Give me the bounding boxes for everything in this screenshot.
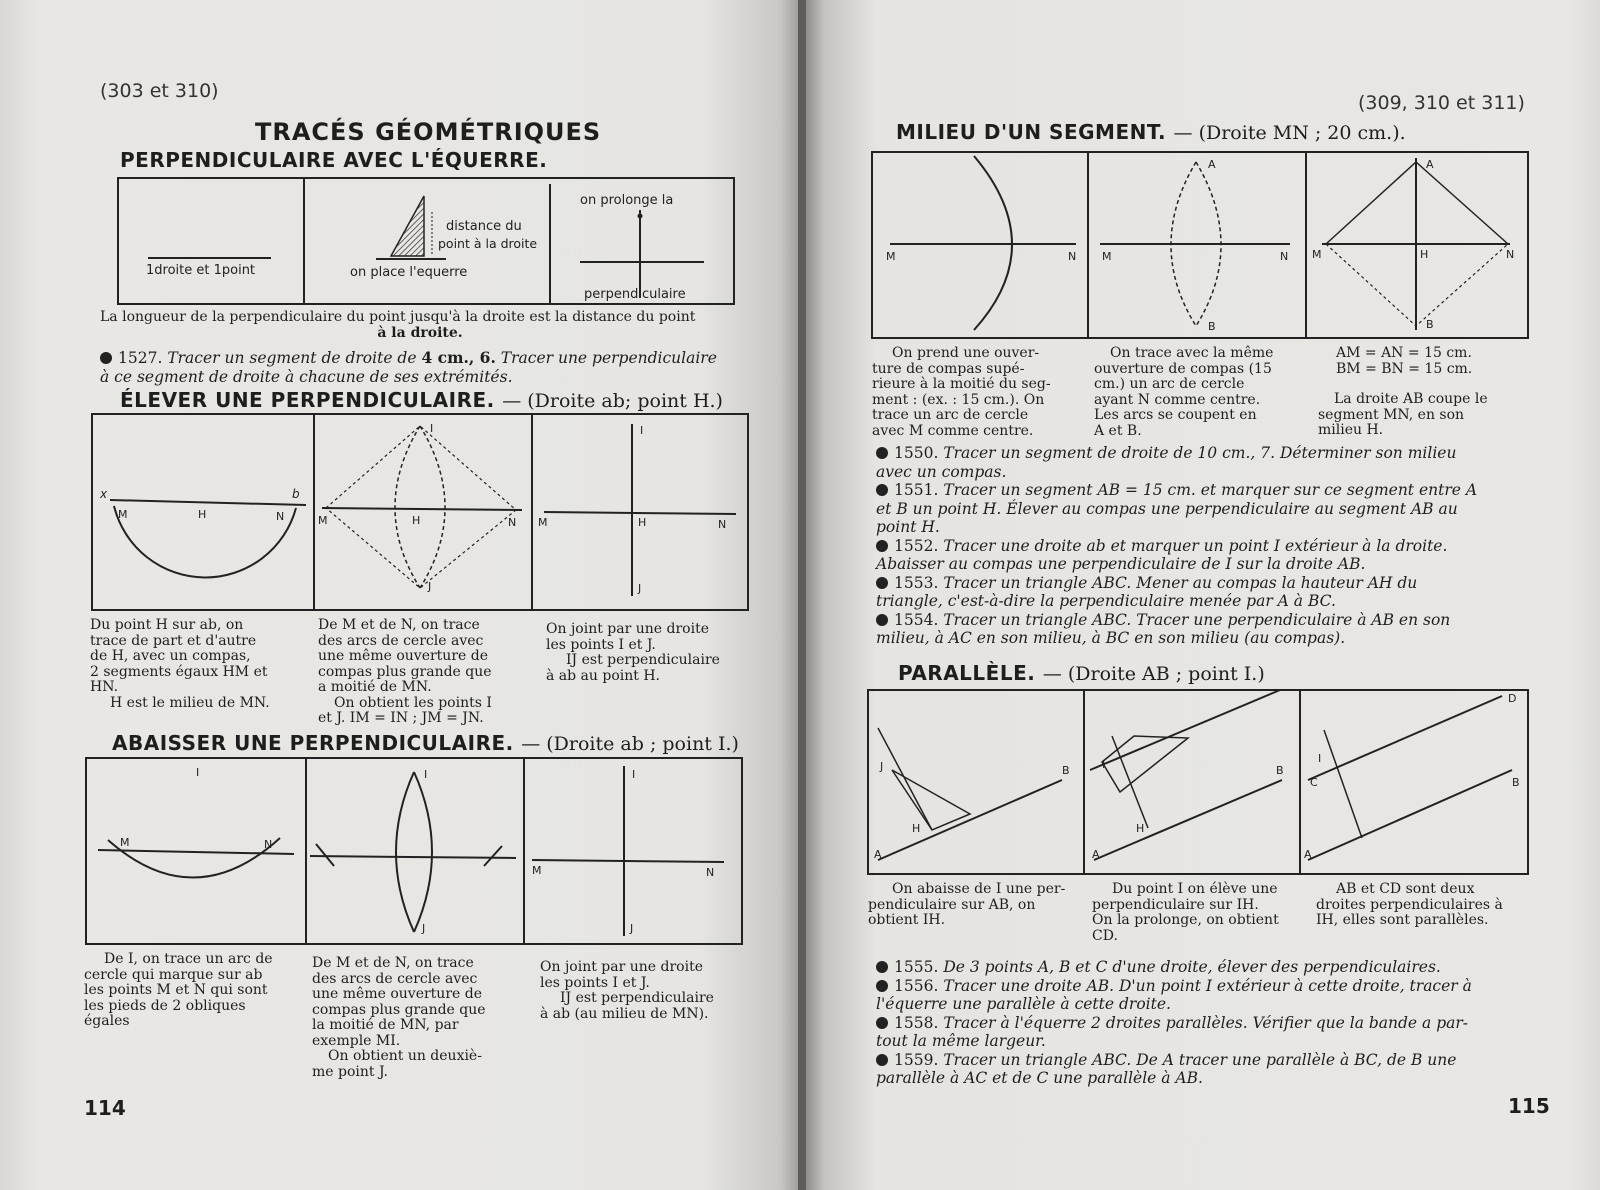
note-line-1: La longueur de la perpendiculaire du point jusqu'à la droite est la distance du point [100,309,696,325]
exercise-text: Tracer à l'équerre 2 droites parallèles. Vérifier que la bande a par- [943,1013,1469,1032]
svg-text:I: I [640,424,644,437]
caption-line: IJ est perpendiculaire [566,652,720,668]
caption-line: Du point H sur ab, on [90,617,244,633]
svg-text:B: B [1512,776,1520,789]
svg-text:M: M [318,514,328,527]
elever-heading [120,388,723,412]
caption-line: ouverture de compas (15 [1094,360,1272,377]
svg-text:N: N [1068,250,1077,263]
caption-line: compas plus grande que [312,1001,486,1018]
parallele-sub: — (Droite AB ; point I.) [1042,663,1265,685]
caption-line: perpendiculaire sur IH. [1092,896,1259,913]
caption-line: avec M comme centre. [872,422,1034,439]
caption-line: On joint par une droite [546,621,709,637]
caption-line: une même ouverture de [312,986,482,1002]
caption-line: On prend une ouver- [892,345,1040,361]
exercise-1553 [876,574,1526,611]
caption-line: égales [84,1013,130,1029]
caption-line: à ab (au milieu de MN). [540,1005,709,1022]
exercise-text: Tracer un triangle ABC. De A tracer une parallèle à BC, de B une [943,1050,1457,1069]
exercise-number: 1556. [894,976,939,995]
svg-text:A: A [1426,158,1434,171]
page-number-left: 114 [84,1096,126,1120]
bullet-icon [100,352,112,364]
milieu-caption-1 [872,346,1078,439]
svg-text:H: H [638,516,647,529]
svg-text:J: J [422,922,426,935]
parallele-caption-2 [1092,882,1306,944]
equerre-note [100,310,740,341]
right-page [806,0,1600,1190]
caption-line [1318,377,1518,392]
caption-line: BM = BN = 15 cm. [1336,360,1473,377]
panel1-label: 1droite et 1point [146,263,256,278]
exercise-number: 1527. [118,349,163,367]
svg-text:M: M [538,516,548,529]
caption-line: ture de compas supé- [872,360,1025,377]
bullet-icon [876,1017,888,1029]
svg-text:N: N [1506,248,1515,261]
exercise-text: l'équerre une parallèle à cette droite. [876,995,1171,1013]
svg-text:M: M [1102,250,1112,263]
caption-line: trace de part et d'autre [90,632,257,649]
exercise-1552 [876,537,1526,574]
bullet-icon [876,980,888,992]
parallele-title: PARALLÈLE. [898,661,1036,685]
elever-title: ÉLEVER UNE PERPENDICULAIRE. [120,388,495,412]
svg-text:I: I [632,768,636,781]
abaisser-figure [84,756,748,952]
panel2-label-2: point à la droite [438,236,538,251]
caption-line: segment MN, en son [1318,406,1465,423]
caption-line: On obtient les points I [334,694,492,711]
caption-line: milieu H. [1318,422,1384,438]
exercise-1559 [876,1051,1526,1088]
caption-line: De M et de N, on trace [312,955,474,971]
exercise-text: Tracer une droite AB. D'un point I extérieur à cette droite, tracer à [943,976,1472,995]
svg-text:H: H [1420,248,1429,261]
svg-text:I: I [1102,758,1106,771]
parallele-caption-1 [868,882,1078,929]
caption-line: des arcs de cercle avec [318,632,484,649]
caption-line: IH, elles sont parallèles. [1316,912,1489,928]
caption-line: IJ est perpendiculaire [560,990,714,1006]
caption-line: compas plus grande que [318,663,492,680]
exercise-list-b [876,958,1526,1088]
abaisser-caption-3 [540,960,750,1022]
exercise-text: Tracer une perpendiculaire [500,349,717,367]
panel3-top: on prolonge la [580,193,674,208]
svg-text:B: B [1426,318,1434,331]
caption-line: AB et CD sont deux [1336,881,1475,897]
svg-text:H: H [198,508,207,521]
exercise-1558 [876,1014,1526,1051]
svg-text:A: A [1092,848,1100,861]
exercise-text: et B un point H. Élever au compas une perpendiculaire au segment AB au [876,499,1458,518]
caption-line: exemple MI. [312,1032,401,1049]
caption-line: CD. [1092,927,1118,944]
caption-line: On la prolonge, on obtient [1092,912,1279,928]
bullet-icon [876,577,888,589]
bullet-icon [876,484,888,496]
exercise-list-a [876,444,1526,648]
caption-line: ayant N comme centre. [1094,391,1261,408]
exercise-1555 [876,958,1526,977]
svg-text:M: M [886,250,896,263]
caption-line: pendiculaire sur AB, on [868,896,1036,913]
caption-line: A et B. [1094,422,1142,439]
exercise-1550 [876,444,1526,481]
svg-text:N: N [508,516,517,529]
caption-line: H est le milieu de MN. [110,694,270,711]
svg-text:J: J [638,582,642,595]
caption-line: obtient IH. [868,912,946,928]
bullet-icon [876,961,888,973]
svg-text:B: B [1062,764,1070,777]
page-number-right: 115 [1508,1094,1550,1118]
caption-line: les pieds de 2 obliques [84,997,246,1014]
svg-text:I: I [430,422,434,435]
equerre-figure [116,176,738,310]
caption-line: On trace avec la même [1110,345,1274,361]
exercise-text: Tracer un triangle ABC. Mener au compas la hauteur AH du [943,573,1418,592]
exercise-1527 [100,349,740,386]
caption-line: de H, avec un compas, [90,648,251,664]
svg-text:A: A [1208,158,1216,171]
svg-text:I: I [196,766,200,779]
svg-text:M: M [532,864,542,877]
exercise-text: triangle, c'est-à-dire la perpendiculaire menée par A à BC. [876,592,1336,610]
caption-line: à ab au point H. [546,667,660,684]
caption-line: La droite AB coupe le [1334,391,1488,407]
svg-text:M: M [1312,248,1322,261]
caption-line: AM = AN = 15 cm. [1336,345,1472,361]
note-line-2: à la droite. [377,324,463,341]
caption-line: me point J. [312,1063,388,1080]
svg-text:D: D [1508,692,1517,705]
svg-text:N: N [1280,250,1289,263]
caption-line: a moitié de MN. [318,679,432,695]
caption-line: les points I et J. [546,636,656,653]
elever-caption-3 [546,622,756,684]
exercise-number: 1552. [894,536,939,555]
parallele-figure [866,688,1534,878]
exercise-text: point H. [876,518,940,536]
svg-text:I: I [1318,752,1322,765]
milieu-figure [870,150,1534,342]
caption-line: On joint par une droite [540,959,703,975]
svg-text:A: A [1304,848,1312,861]
svg-text:x: x [100,487,108,501]
exercise-text: Tracer un triangle ABC. Tracer une perpendiculaire à AB en son [943,610,1451,629]
elever-figure [90,412,754,618]
exercise-text: Tracer un segment de droite de 10 cm., 7. Déterminer son milieu [943,444,1457,462]
exercise-1551 [876,481,1526,537]
caption-line: une même ouverture de [318,648,488,664]
milieu-title: MILIEU D'UN SEGMENT. [896,120,1167,144]
svg-text:H: H [912,822,921,835]
svg-text:M: M [118,508,128,521]
svg-text:H: H [412,514,421,527]
exercise-text: Tracer un segment AB = 15 cm. et marquer sur ce segment entre A [943,481,1478,499]
caption-line: ment : (ex. : 15 cm.). On [872,391,1045,408]
bullet-icon [876,447,888,459]
svg-text:B: B [1276,764,1284,777]
exercise-text: parallèle à AC et de C une parallèle à AB. [876,1069,1203,1087]
caption-line: trace un arc de cercle [872,407,1029,423]
elever-sub: — (Droite ab; point H.) [502,390,723,412]
exercise-number: 1558. [894,1013,939,1032]
exercise-bold: 4 cm., 6. [421,348,496,367]
svg-text:N: N [718,518,727,531]
elever-caption-2 [318,618,524,727]
svg-text:N: N [264,838,273,851]
abaisser-sub: — (Droite ab ; point I.) [521,733,739,755]
exercise-text: milieu, à AC en son milieu, à BC en son milieu (au compas). [876,629,1346,647]
caption-line: la moitié de MN, par [312,1017,459,1033]
caption-line: les points I et J. [540,974,650,991]
svg-text:H: H [1136,822,1145,835]
exercise-number: 1550. [894,444,939,462]
exercise-number: 1553. [894,573,939,592]
abaisser-heading [112,731,739,755]
exercise-1554 [876,611,1526,648]
bullet-icon [876,1054,888,1066]
caption-line: et J. IM = IN ; JM = JN. [318,710,484,726]
svg-text:J: J [880,760,884,773]
page-title: TRACÉS GÉOMÉTRIQUES [255,118,602,146]
exercise-number: 1554. [894,610,939,629]
svg-text:I: I [424,768,428,781]
elever-caption-1 [90,618,300,711]
caption-line: 2 segments égaux HM et [90,663,268,680]
set-square-icon [391,196,424,256]
svg-text:M: M [120,836,130,849]
bullet-icon [876,614,888,626]
perp-equerre-heading: PERPENDICULAIRE AVEC L'ÉQUERRE. [120,148,548,172]
svg-text:C: C [1310,776,1318,789]
exercise-number: 1555. [894,958,939,976]
caption-line: des arcs de cercle avec [312,970,478,987]
svg-text:B: B [1208,320,1216,333]
caption-line: Les arcs se coupent en [1094,407,1257,423]
exercise-text: à ce segment de droite à chacune de ses extrémités. [100,367,513,386]
exercise-number: 1559. [894,1050,939,1069]
svg-text:N: N [706,866,715,879]
svg-text:b: b [292,487,300,501]
caption-line: cercle qui marque sur ab [84,966,263,983]
exercise-text: De 3 points A, B et C d'une droite, élever des perpendiculaires. [943,958,1441,976]
exercise-text: Abaisser au compas une perpendiculaire de I sur la droite AB. [876,555,1366,573]
panel2-caption: on place l'equerre [350,265,468,280]
caption-line: On obtient un deuxiè- [328,1048,482,1064]
svg-text:A: A [874,848,882,861]
caption-line: cm.) un arc de cercle [1094,376,1245,392]
svg-text:J: J [428,580,432,593]
caption-line: les points M et N qui sont [84,982,268,998]
caption-line: Du point I on élève une [1112,881,1278,897]
caption-line: droites perpendiculaires à [1316,896,1503,913]
right-reference: (309, 310 et 311) [1358,92,1525,114]
parallele-heading [898,661,1265,685]
caption-line: De M et de N, on trace [318,617,480,633]
exercise-text: Tracer un segment de droite de [167,349,417,367]
milieu-sub: — (Droite MN ; 20 cm.). [1173,122,1406,144]
panel3-bottom: perpendiculaire [584,287,686,302]
exercise-number: 1551. [894,481,939,499]
abaisser-title: ABAISSER UNE PERPENDICULAIRE. [112,731,514,755]
milieu-heading [896,120,1406,144]
abaisser-caption-1 [84,952,294,1030]
caption-line: De I, on trace un arc de [104,951,273,967]
exercise-text: Tracer une droite ab et marquer un point I extérieur à la droite. [943,536,1448,555]
caption-line: HN. [90,679,119,695]
parallele-caption-3 [1316,882,1532,929]
milieu-caption-2 [1094,346,1300,439]
caption-line: On abaisse de I une per- [892,881,1066,897]
abaisser-caption-2 [312,956,518,1080]
left-reference: (303 et 310) [100,80,219,102]
milieu-caption-3 [1318,346,1518,439]
exercise-text: tout la même largeur. [876,1032,1046,1050]
svg-text:N: N [276,510,285,523]
exercise-text: avec un compas. [876,462,1007,481]
caption-line: rieure à la moitié du seg- [872,376,1051,392]
panel2-label-1: distance du [446,219,522,234]
exercise-1556 [876,977,1526,1014]
bullet-icon [876,540,888,552]
svg-text:J: J [630,922,634,935]
